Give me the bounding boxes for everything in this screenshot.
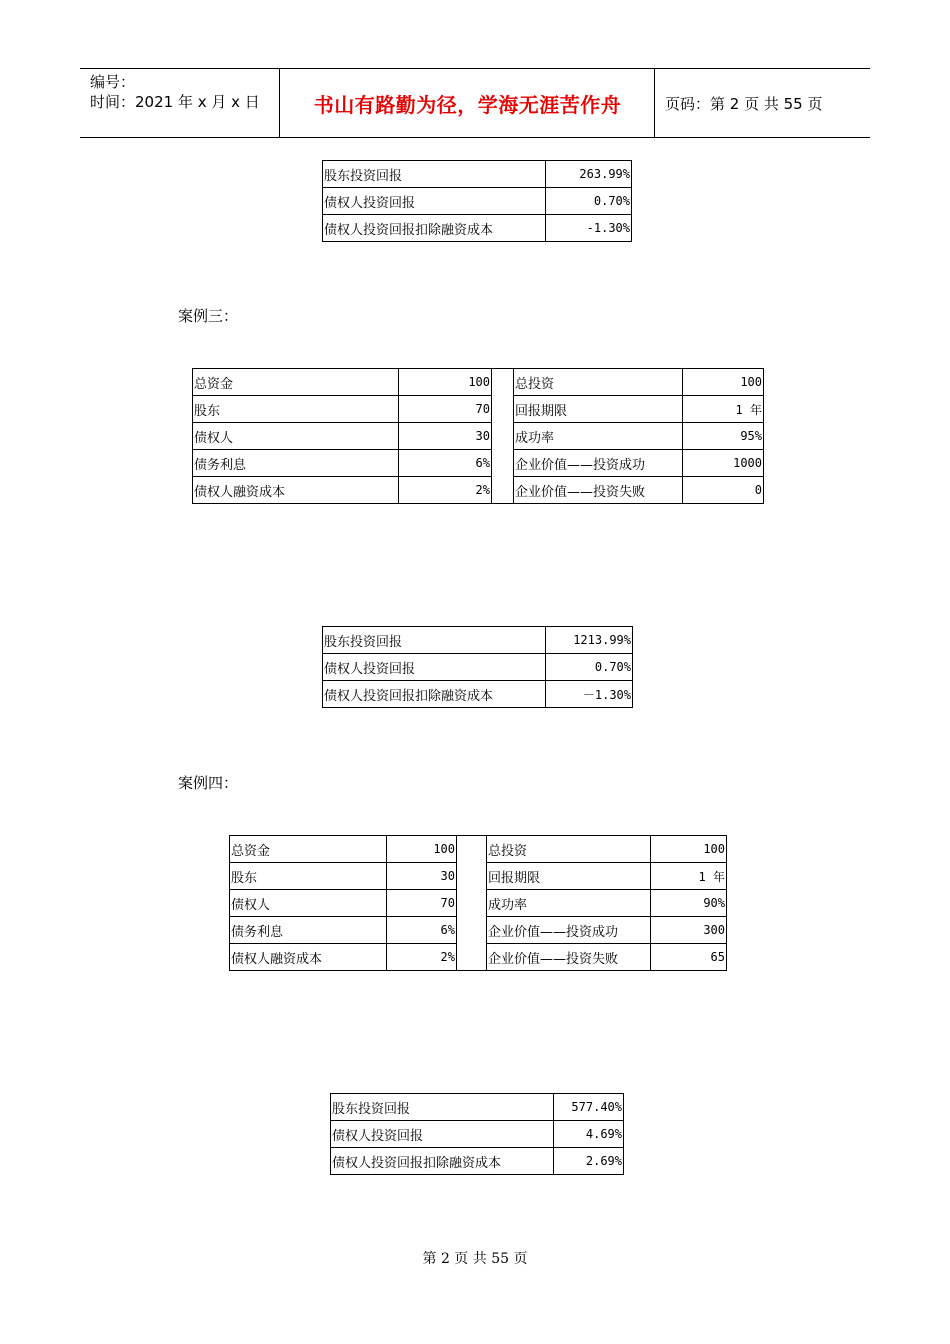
case4-heading: 案例四： xyxy=(178,774,239,792)
cell-value: 2% xyxy=(399,477,492,504)
cell-label: 股东 xyxy=(230,863,387,890)
row-label: 股东投资回报 xyxy=(331,1094,554,1121)
row-label: 债权人投资回报扣除融资成本 xyxy=(331,1148,554,1175)
cell-label: 企业价值——投资成功 xyxy=(514,450,683,477)
cell-label: 总投资 xyxy=(514,369,683,396)
cell-value: 0 xyxy=(754,483,762,497)
cell-label: 债务利息 xyxy=(230,917,387,944)
cell-label: 债权人 xyxy=(230,890,387,917)
cell-label: 总资金 xyxy=(193,369,399,396)
header-motto-cell xyxy=(281,69,655,137)
row-value: 0.70% xyxy=(546,188,632,215)
cell-value: 90% xyxy=(651,890,727,917)
cell-label: 债权人 xyxy=(193,423,399,450)
cell-value: 100 xyxy=(683,369,764,396)
returns-table-3 xyxy=(330,1093,624,1175)
returns-table-2 xyxy=(322,626,633,708)
cell-value: 100 xyxy=(387,836,457,863)
cell-label: 债权人融资成本 xyxy=(193,477,399,504)
table-row xyxy=(230,836,726,863)
table-row xyxy=(323,161,632,188)
spacer-cell xyxy=(457,863,487,890)
table-row xyxy=(331,1148,624,1175)
document-number: 编号： xyxy=(90,73,136,91)
row-label: 债权人投资回报扣除融资成本 xyxy=(323,215,546,242)
row-label: 股东投资回报 xyxy=(323,161,546,188)
cell-label: 债务利息 xyxy=(193,450,399,477)
cell-value: 300 xyxy=(651,917,727,944)
row-label: 债权人投资回报 xyxy=(331,1121,554,1148)
case3-table xyxy=(192,368,764,504)
cell-value: 2% xyxy=(387,944,457,971)
case3-heading: 案例三： xyxy=(178,307,239,325)
table-row xyxy=(230,917,726,944)
cell-label: 总资金 xyxy=(230,836,387,863)
cell-label: 成功率 xyxy=(514,423,683,450)
spacer-cell xyxy=(492,477,514,504)
table-row xyxy=(193,450,763,477)
cell-value: 65 xyxy=(710,950,725,964)
table-row xyxy=(323,681,633,708)
spacer-cell xyxy=(457,917,487,944)
row-label: 债权人投资回报扣除融资成本 xyxy=(323,681,546,708)
header-motto: 书山有路勤为径，学海无涯苦作舟 xyxy=(313,92,622,117)
spacer-cell xyxy=(457,944,487,971)
table-row xyxy=(230,944,726,971)
table-row xyxy=(230,890,726,917)
returns-table-1 xyxy=(322,160,632,242)
cell-label: 债权人融资成本 xyxy=(230,944,387,971)
cell-label: 回报期限 xyxy=(487,863,651,890)
cell-value: 100 xyxy=(651,836,727,863)
header-meta xyxy=(80,69,280,137)
cell-value: 1000 xyxy=(683,450,764,477)
page-footer: 第 2 页 共 55 页 xyxy=(422,1251,528,1267)
cell-value: 70 xyxy=(399,396,492,423)
header-page-number: 页码：第 2 页 共 55 页 xyxy=(665,94,823,113)
table-row xyxy=(323,188,632,215)
row-value: 263.99% xyxy=(546,161,632,188)
spacer-cell xyxy=(492,396,514,423)
table-row xyxy=(323,215,632,242)
row-value: -1.30% xyxy=(546,215,632,242)
row-value: 577.40% xyxy=(554,1094,624,1121)
cell-label: 企业价值——投资失败 xyxy=(514,477,683,504)
cell-value: 30 xyxy=(387,863,457,890)
cell-label: 成功率 xyxy=(487,890,651,917)
table-row xyxy=(193,369,763,396)
cell-value: 100 xyxy=(399,369,492,396)
cell-value: 70 xyxy=(387,890,457,917)
row-value: 4.69% xyxy=(554,1121,624,1148)
cell-value: 6% xyxy=(399,450,492,477)
cell-label: 企业价值——投资成功 xyxy=(487,917,651,944)
spacer-cell xyxy=(457,836,487,863)
cell-label: 总投资 xyxy=(487,836,651,863)
table-row xyxy=(323,654,633,681)
cell-label: 回报期限 xyxy=(514,396,683,423)
table-row xyxy=(230,863,726,890)
row-value: 2.69% xyxy=(554,1148,624,1175)
row-value: 1213.99% xyxy=(546,627,633,654)
page-header xyxy=(80,68,870,138)
table-row xyxy=(323,627,633,654)
spacer-cell xyxy=(492,423,514,450)
cell-value: 1 年 xyxy=(683,396,764,423)
cell-value: 6% xyxy=(387,917,457,944)
table-row xyxy=(331,1094,624,1121)
cell-label: 股东 xyxy=(193,396,399,423)
row-value: 0.70% xyxy=(546,654,633,681)
row-value: －1.30% xyxy=(546,681,633,708)
table-row xyxy=(193,477,763,504)
cell-label: 企业价值——投资失败 xyxy=(487,944,651,971)
cell-value: 30 xyxy=(399,423,492,450)
table-row xyxy=(331,1121,624,1148)
row-label: 债权人投资回报 xyxy=(323,654,546,681)
cell-value: 1 年 xyxy=(651,863,727,890)
spacer-cell xyxy=(492,369,514,396)
row-label: 股东投资回报 xyxy=(323,627,546,654)
row-label: 债权人投资回报 xyxy=(323,188,546,215)
cell-value: 95% xyxy=(683,423,764,450)
document-date: 时间：2021 年 x 月 x 日 xyxy=(90,93,260,111)
table-row xyxy=(193,423,763,450)
case4-table xyxy=(229,835,727,971)
spacer-cell xyxy=(492,450,514,477)
table-row xyxy=(193,396,763,423)
spacer-cell xyxy=(457,890,487,917)
